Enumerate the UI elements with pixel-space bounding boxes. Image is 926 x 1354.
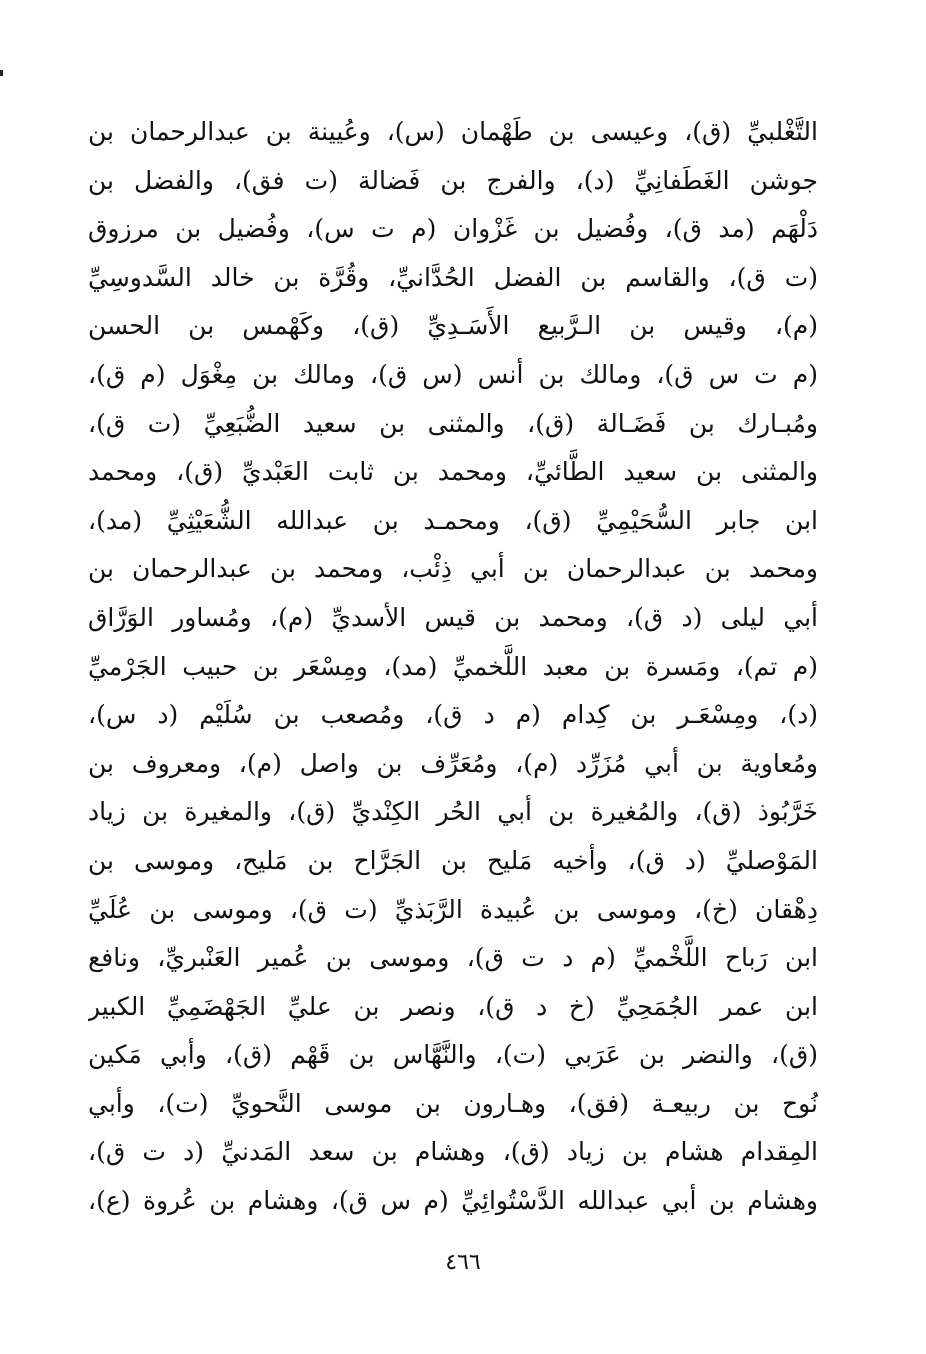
- text-line: ابن جابر السُّحَيْمِيِّ (ق)، ومحمـد بن عبدالله الشُّعَيْثِيِّ (مد)،: [88, 505, 818, 535]
- text-line: (د)، ومِسْعَـر بن كِدام (م د ق)، ومُصعب بن سُلَيْم (د س)،: [88, 700, 818, 730]
- text-line: جوشن الغَطَفانِيِّ (د)، والفرج بن فَضالة (ت فق)، والفضل بن: [88, 165, 818, 195]
- text-line: (م)، وقيس بن الـرَّبيع الأَسَـدِيِّ (ق)، وكَهْمس بن الحسن: [88, 311, 818, 341]
- page-number: ٤٦٦: [445, 1250, 481, 1275]
- text-line: أبي ليلى (د ق)، ومحمد بن قيس الأسديِّ (م)، ومُساور الوَرَّاق: [88, 602, 818, 632]
- text-line: دَلْهَم (مد ق)، وفُضيل بن غَزْوان (م ت س)، وفُضيل بن مرزوق: [88, 214, 818, 244]
- text-line: والمثنى بن سعيد الطَّائيِّ، ومحمد بن ثابت العَبْديِّ (ق)، ومحمد: [88, 457, 818, 487]
- text-line: دِهْقان (خ)، وموسى بن عُبيدة الرَّبَذيِّ (ت ق)، وموسى بن عُلَيِّ: [88, 894, 818, 924]
- text-line: خَرَّبُوذ (ق)، والمُغيرة بن أبي الحُر الكِنْديِّ (ق)، والمغيرة بن زياد: [88, 797, 818, 827]
- text-line: ومحمد بن عبدالرحمان بن أبي ذِئْب، ومحمد بن عبدالرحمان بن: [88, 554, 818, 584]
- text-line: (ق)، والنضر بن عَرَبي (ت)، والنَّهَّاس بن قَهْم (ق)، وأبي مَكين: [88, 1040, 818, 1070]
- text-line: ومُبـارك بن فَضَـالة (ق)، والمثنى بن سعيد الضُّبَعِيِّ (ت ق)،: [88, 408, 818, 438]
- text-line: ابن عمر الجُمَحِيِّ (خ د ق)، ونصر بن عليِّ الجَهْضَمِيِّ الكبير: [88, 991, 818, 1021]
- text-line: ابن رَباح اللَّخْميِّ (م د ت ق)، وموسى بن عُمير العَنْبريِّ، ونافع: [88, 943, 818, 973]
- text-line: التَّغْلبيِّ (ق)، وعيسى بن طَهْمان (س)، وعُيينة بن عبدالرحمان بن: [88, 117, 818, 146]
- text-line: ومُعاوية بن أبي مُزَرِّد (م)، ومُعَرِّف بن واصل (م)، ومعروف بن: [88, 748, 818, 778]
- text-line: (ت ق)، والقاسم بن الفضل الحُدَّانيِّ، وقُرَّة بن خالد السَّدوسِيِّ: [88, 262, 818, 292]
- text-line: المِقدام هشام بن زياد (ق)، وهشام بن سعد المَدنيِّ (د ت ق)،: [88, 1137, 818, 1167]
- text-line: نُوح بن ربيعـة (فق)، وهـارون بن موسى النَّحويِّ (ت)، وأبي: [88, 1088, 818, 1118]
- margin-mark: [0, 70, 3, 76]
- text-line: وهشام بن أبي عبدالله الدَّسْتُوائِيِّ (م س ق)، وهشام بن عُروة (ع)،: [88, 1186, 818, 1216]
- main-text-block: [88, 108, 818, 1226]
- text-line: المَوْصليِّ (د ق)، وأخيه مَليح بن الجَرَّاح بن مَليح، وموسى بن: [88, 845, 818, 875]
- text-line: (م ت س ق)، ومالك بن أنس (س ق)، ومالك بن مِغْوَل (م ق)،: [88, 359, 818, 389]
- text-line: (م تم)، ومَسرة بن معبد اللَّخميِّ (مد)، ومِسْعَر بن حبيب الجَرْميِّ: [88, 651, 818, 681]
